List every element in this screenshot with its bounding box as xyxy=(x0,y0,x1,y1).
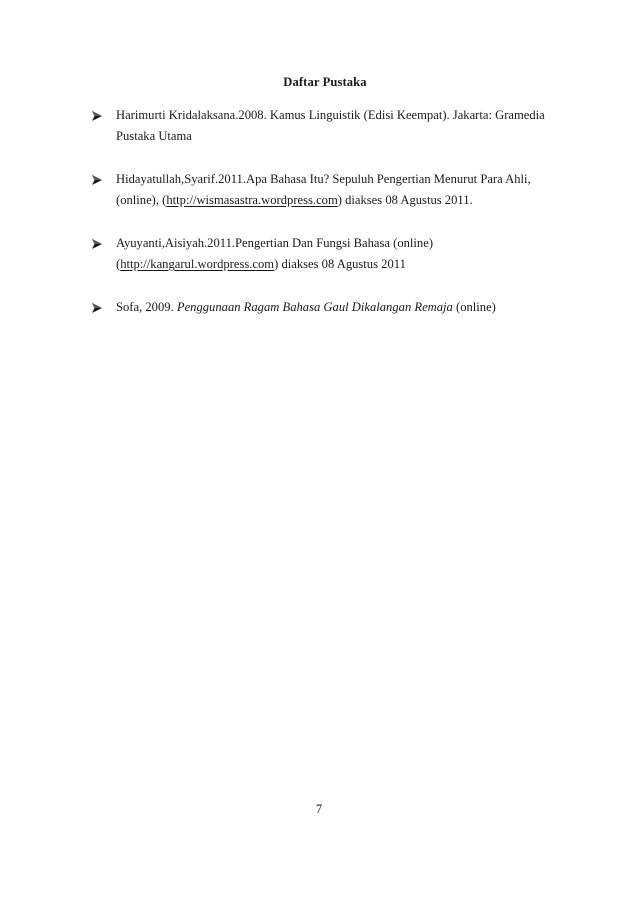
page-title-text: Daftar Pustaka xyxy=(283,75,367,89)
reference-text-tail: ) diakses 08 Agustus 2011. xyxy=(337,193,473,207)
reference-item xyxy=(91,233,571,275)
reference-item xyxy=(91,169,571,211)
page-title xyxy=(0,72,638,93)
arrowhead-bullet-icon xyxy=(91,233,107,254)
reference-link[interactable]: http://wismasastra.wordpress.com xyxy=(166,193,338,207)
reference-title-italic: Penggunaan Ragam Bahasa Gaul Dikalangan Remaja xyxy=(176,300,453,314)
reference-item xyxy=(91,105,571,147)
arrowhead-bullet-icon xyxy=(91,105,107,126)
reference-text: Sofa, 2009. xyxy=(116,300,177,314)
reference-link[interactable]: http://kangarul.wordpress.com xyxy=(120,257,275,271)
reference-list xyxy=(91,105,571,318)
reference-text: Hidayatullah,Syarif.2011.Apa Bahasa Itu? Sepuluh Pengertian Menurut Para Ahli,(online), ( xyxy=(116,172,531,207)
reference-text-tail: (online) xyxy=(452,300,496,314)
reference-item xyxy=(91,297,571,318)
page-number: 7 xyxy=(315,802,323,816)
reference-text: Ayuyanti,Aisiyah.2011.Pengertian Dan Fungsi Bahasa (online) ( xyxy=(116,236,434,271)
arrowhead-bullet-icon xyxy=(91,169,107,190)
arrowhead-bullet-icon xyxy=(91,297,107,318)
reference-text: Harimurti Kridalaksana.2008. Kamus Linguistik (Edisi Keempat). Jakarta: Gramedia Pustaka Utama xyxy=(116,108,545,143)
reference-text-tail: ) diakses 08 Agustus 2011 xyxy=(274,257,406,271)
